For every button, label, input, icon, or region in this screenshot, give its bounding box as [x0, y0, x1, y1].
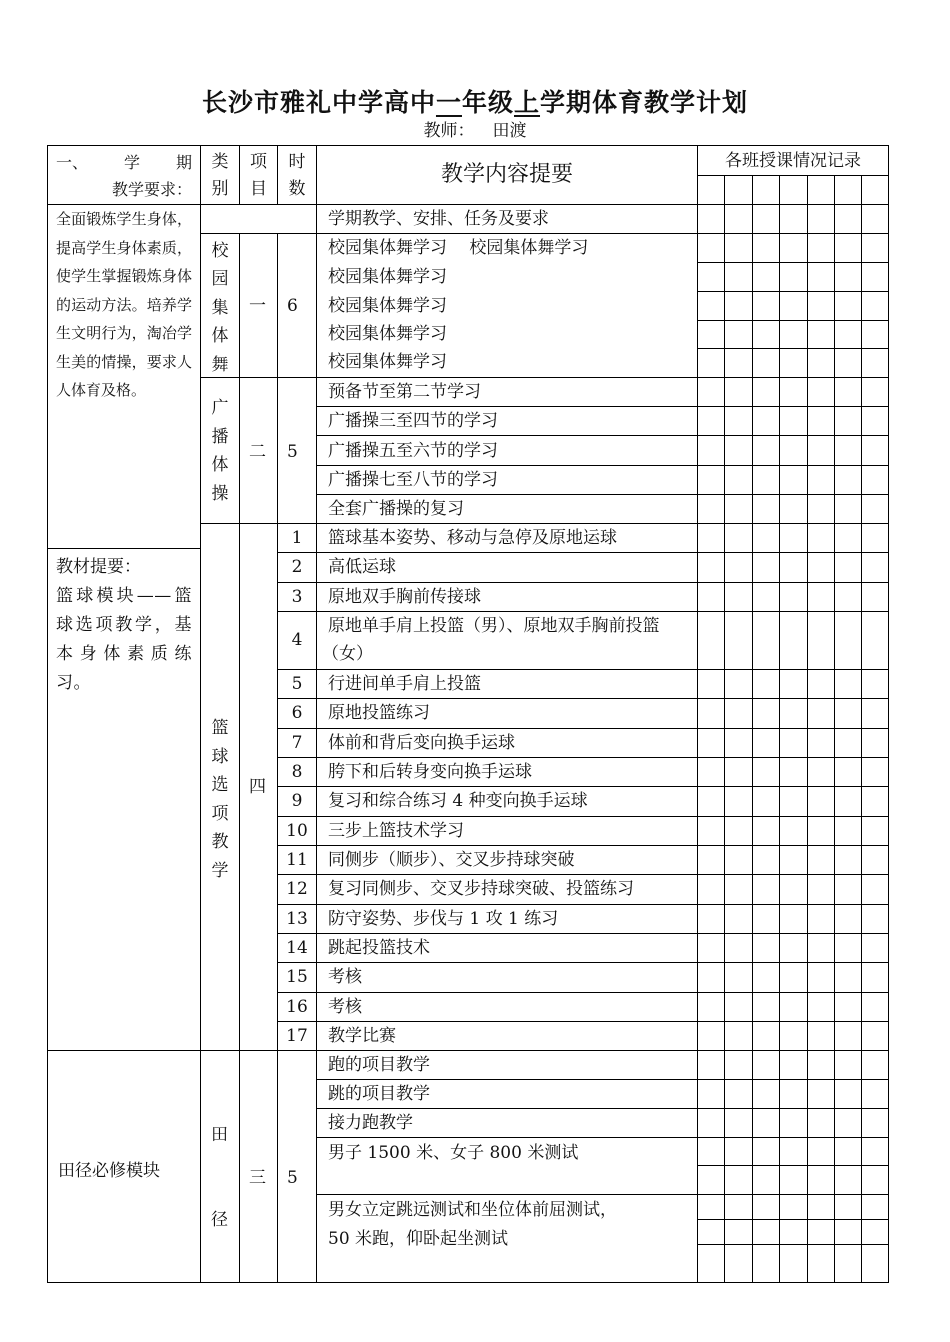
teacher-name: 田渡 — [492, 121, 527, 141]
lesson-number: 4 — [291, 630, 303, 650]
lesson-content: 复习和综合练习 4 种变向换手运球 — [328, 791, 588, 811]
item-athletics: 三 — [249, 1168, 266, 1188]
header-hours: 时 数 — [288, 152, 306, 199]
list-item: 全套广播操的复习 — [328, 499, 464, 519]
title-mid: 年级 — [461, 88, 514, 117]
lesson-number: 13 — [286, 909, 308, 929]
lesson-content: 高低运球 — [328, 557, 396, 577]
item-gymnastics: 二 — [249, 442, 266, 462]
header-requirements — [56, 149, 192, 203]
list-item: 校园集体舞学习 — [328, 352, 447, 372]
list-item: 广播操五至六节的学习 — [328, 441, 498, 461]
lesson-content: 胯下和后转身变向换手运球 — [328, 762, 532, 782]
list-item: 预备节至第二节学习 — [328, 382, 481, 402]
lesson-number: 14 — [286, 938, 308, 958]
lesson-content: 原地双手胸前传接球 — [328, 587, 481, 607]
lesson-number: 10 — [286, 821, 308, 841]
lesson-content: 原地单手肩上投篮（男）、原地双手胸前投篮 — [328, 616, 660, 636]
lesson-number: 16 — [286, 997, 308, 1017]
lesson-number: 7 — [291, 733, 303, 753]
lesson-content: 跳起投篮技术 — [328, 938, 430, 958]
item-dance: 一 — [249, 296, 266, 316]
materials-body: 篮球模块——篮球选项教学，基本身体素质练习。 — [56, 586, 192, 693]
lesson-content: 体前和背后变向换手运球 — [328, 733, 515, 753]
header-item: 项 目 — [250, 152, 267, 199]
category-dance: 校 园 集 体 舞 — [211, 241, 229, 375]
list-item: 广播操七至八节的学习 — [328, 470, 498, 490]
title-prefix: 长沙市雅礼中学高中 — [201, 88, 436, 117]
list-item: 接力跑教学 — [328, 1113, 413, 1133]
list-item: 50 米跑，仰卧起坐测试 — [328, 1229, 509, 1249]
lesson-content: 复习同侧步、交叉步持球突破、投篮练习 — [328, 879, 634, 899]
lesson-content: 三步上篮技术学习 — [328, 821, 464, 841]
list-item: 校园集体舞学习 — [328, 267, 447, 287]
intro-row: 学期教学、安排、任务及要求 — [328, 209, 549, 229]
lesson-number: 9 — [291, 791, 303, 811]
hours-dance: 6 — [287, 296, 298, 316]
list-item: 男子 1500 米、女子 800 米测试 — [328, 1143, 579, 1163]
hours-athletics: 5 — [287, 1168, 298, 1188]
list-item: 广播操三至四节的学习 — [328, 411, 498, 431]
lesson-number: 12 — [286, 879, 308, 899]
list-item: 校园集体舞学习 — [328, 324, 447, 344]
lesson-number: 6 — [291, 703, 303, 723]
lesson-number: 2 — [291, 557, 303, 577]
header-category: 类 别 — [211, 152, 229, 199]
lesson-number: 3 — [291, 587, 303, 607]
header-req-line2: 教学要求： — [111, 180, 192, 199]
lesson-number: 8 — [291, 762, 303, 782]
lesson-content-cont: （女） — [322, 644, 373, 664]
lesson-content: 教学比赛 — [328, 1026, 396, 1046]
category-basketball: 篮 球 选 项 教 学 — [211, 718, 229, 881]
item-basketball: 四 — [249, 777, 266, 797]
materials-title: 教材提要： — [56, 557, 141, 577]
header-records: 各班授课情况记录 — [725, 151, 861, 171]
category-athletics-1: 田 — [211, 1125, 228, 1145]
header-content: 教学内容提要 — [440, 162, 573, 187]
lesson-content: 同侧步（顺步）、交叉步持球突破 — [328, 850, 575, 870]
teaching-goals: 全面锻炼学生身体，提高学生身体素质，使学生掌握锻炼身体的运动方法。培养学生文明行为，淘冶学生美的情操，要求人人体育及格。 — [56, 210, 192, 399]
title-term: 上 — [514, 88, 541, 117]
lesson-content: 防守姿势、步伐与 1 攻 1 练习 — [328, 909, 559, 929]
track-module: 田径必修模块 — [58, 1161, 160, 1181]
lesson-content: 原地投篮练习 — [328, 703, 430, 723]
lesson-number: 1 — [291, 528, 303, 548]
list-item: 跑的项目教学 — [328, 1055, 430, 1075]
list-item: 跳的项目教学 — [328, 1084, 430, 1104]
hours-gymnastics: 5 — [287, 442, 298, 462]
lesson-content: 考核 — [328, 967, 362, 987]
lesson-content: 行进间单手肩上投篮 — [328, 674, 481, 694]
category-athletics-2: 径 — [211, 1210, 228, 1230]
list-item: 校园集体舞学习 校园集体舞学习 — [328, 238, 589, 258]
lesson-number: 17 — [286, 1026, 308, 1046]
list-item: 校园集体舞学习 — [328, 296, 447, 316]
title-suffix: 学期体育教学计划 — [540, 88, 749, 117]
lesson-content: 篮球基本姿势、移动与急停及原地运球 — [328, 528, 617, 548]
lesson-number: 5 — [291, 674, 303, 694]
lesson-content: 考核 — [328, 997, 362, 1017]
teacher-label: 教师： — [423, 121, 475, 141]
lesson-number: 11 — [286, 850, 308, 870]
lesson-number: 15 — [286, 967, 308, 987]
list-item: 男女立定跳远测试和坐位体前屈测试， — [328, 1200, 617, 1220]
category-gymnastics: 广 播 体 操 — [211, 398, 229, 504]
title-grade: 一 — [435, 88, 462, 117]
header-req-line1: 一、 学 期 — [56, 153, 192, 172]
